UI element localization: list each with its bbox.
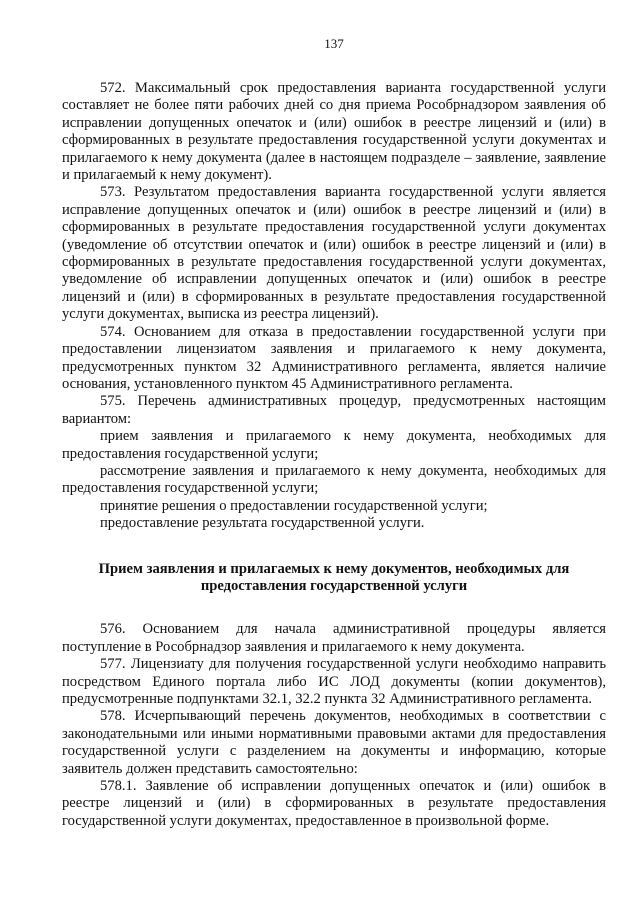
paragraph-574: 574. Основанием для отказа в предоставлении государственной услуги при предоставлении лицензиатом заявления и прилагаемого к нему документа, предусмотренных пунктом 32 Административного регламента, является наличие основания, установленного пунктом 45 Административного регламента. [62, 323, 606, 392]
section-heading: Прием заявления и прилагаемых к нему документов, необходимых для предоставления государственной услуги [98, 560, 570, 594]
paragraph-573: 573. Результатом предоставления варианта государственной услуги является исправление допущенных опечаток и (или) ошибок в реестре лицензий и (или) в сформированных в результате предоставления государственной услуги документах (уведомление об отсутствии опечаток и (или) ошибок в реестре лицензий и (или) в сформированных в результате предоставления государственной услуги документах, уведомление об исправлении допущенных опечаток и (или) ошибок в реестре лицензий и (или) в сформированных в результате предоставления государственной услуги документах, выписка из реестра лицензий). [62, 184, 606, 323]
paragraph-572: 572. Максимальный срок предоставления варианта государственной услуги составляет не более пяти рабочих дней со дня приема Рособрнадзором заявления об исправлении допущенных опечаток и (или) ошибок в реестре лицензий и (или) в сформированных в результате предоставления государственной услуги документах и прилагаемого к нему документа (далее в настоящем подразделе – заявление, заявление и прилагаемый к нему документ). [62, 80, 606, 184]
procedure-item-review: рассмотрение заявления и прилагаемого к нему документа, необходимых для предоставления государственной услуги; [62, 462, 606, 497]
procedure-item-receipt: прием заявления и прилагаемого к нему документа, необходимых для предоставления государственной услуги; [62, 428, 606, 462]
paragraph-575: 575. Перечень административных процедур, предусмотренных настоящим вариантом: [62, 393, 606, 427]
paragraph-577: 577. Лицензиату для получения государственной услуги необходимо направить посредством Единого портала либо ИС ЛОД документы (копии документов), предусмотренные подпунктами 32.1, 32.2 пункта 32 Административного регламента. [62, 656, 606, 707]
procedure-item-decision: принятие решения о предоставлении государственной услуги; [100, 497, 488, 514]
paragraph-578-1: 578.1. Заявление об исправлении допущенных опечаток и (или) ошибок в реестре лицензий и (или) в сформированных в результате предоставления государственной услуги документах, предоставленное в произвольной форме. [62, 778, 606, 829]
paragraph-578: 578. Исчерпывающий перечень документов, необходимых в соответствии с законодательными или иными нормативными правовыми актами для предоставления государственной услуги с разделением на документы и информацию, которые заявитель должен представить самостоятельно: [62, 708, 606, 777]
page-number: 137 [324, 36, 344, 51]
procedure-item-result: предоставление результата государственной услуги. [100, 515, 425, 532]
paragraph-576: 576. Основанием для начала административной процедуры является поступление в Рособрнадзор заявления и прилагаемого к нему документа. [62, 621, 606, 655]
